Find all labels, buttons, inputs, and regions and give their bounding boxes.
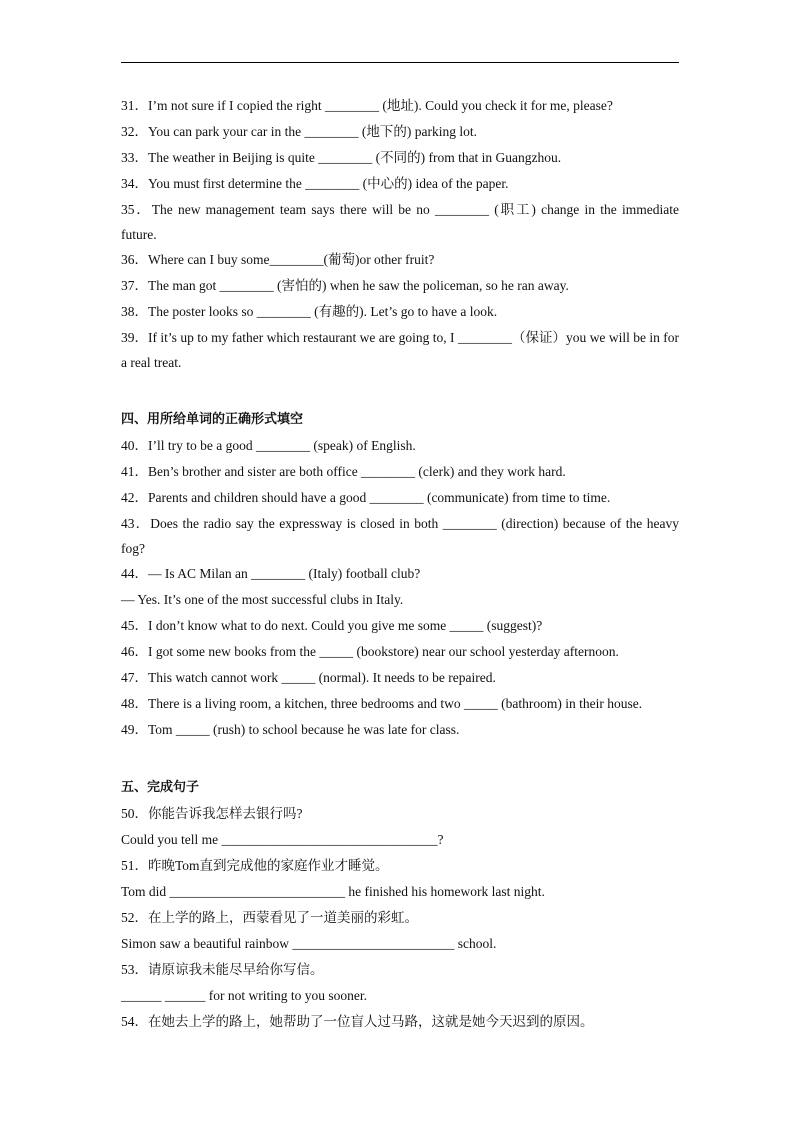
question-46: 46．I got some new books from the _____ (bookstore) near our school yesterday afternoon.	[121, 644, 619, 659]
question-37: 37．The man got ________ (害怕的) when he saw the policeman, so he ran away.	[121, 278, 569, 293]
question-43: 43．Does the radio say the expressway is closed in both ________ (direction) because of the heavy fog?	[121, 516, 679, 556]
question-36: 36．Where can I buy some________(葡萄)or other fruit?	[121, 252, 435, 267]
question-44: 44．— Is AC Milan an ________ (Italy) football club?	[121, 566, 421, 581]
question-51-prompt: 51．昨晚Tom直到完成他的家庭作业才睡觉。	[121, 858, 389, 873]
question-31: 31．I’m not sure if I copied the right ________ (地址). Could you check it for me, please?	[121, 98, 613, 113]
question-51-sentence: Tom did __________________________ he finished his homework last night.	[121, 884, 545, 899]
question-44-answer-line: — Yes. It’s one of the most successful clubs in Italy.	[121, 592, 404, 607]
question-47: 47．This watch cannot work _____ (normal). It needs to be repaired.	[121, 670, 496, 685]
top-rule	[121, 62, 679, 63]
question-53-prompt: 53．请原谅我未能尽早给你写信。	[121, 962, 324, 977]
question-40: 40．I’ll try to be a good ________ (speak) of English.	[121, 438, 416, 453]
question-39: 39．If it’s up to my father which restaurant we are going to, I ________（保证）you we will be in for a real treat.	[121, 330, 679, 370]
section-5-heading: 五、完成句子	[121, 780, 200, 795]
section-4-heading: 四、用所给单词的正确形式填空	[121, 412, 304, 427]
question-32: 32．You can park your car in the ________ (地下的) parking lot.	[121, 124, 477, 139]
question-38: 38．The poster looks so ________ (有趣的). Let’s go to have a look.	[121, 304, 498, 319]
question-45: 45．I don’t know what to do next. Could you give me some _____ (suggest)?	[121, 618, 543, 633]
question-53-sentence: ______ ______ for not writing to you sooner.	[121, 988, 367, 1003]
question-50-sentence: Could you tell me ________________________________?	[121, 832, 444, 847]
question-48: 48．There is a living room, a kitchen, three bedrooms and two _____ (bathroom) in their house.	[121, 696, 643, 711]
question-34: 34．You must first determine the ________ (中心的) idea of the paper.	[121, 176, 509, 191]
question-35: 35．The new management team says there will be no ________ (职工) change in the immediate future.	[121, 202, 679, 242]
question-49: 49．Tom _____ (rush) to school because he was late for class.	[121, 722, 460, 737]
question-52-prompt: 52．在上学的路上，西蒙看见了一道美丽的彩虹。	[121, 910, 418, 925]
question-52-sentence: Simon saw a beautiful rainbow ________________________ school.	[121, 936, 497, 951]
question-42: 42．Parents and children should have a good ________ (communicate) from time to time.	[121, 490, 611, 505]
question-41: 41．Ben’s brother and sister are both office ________ (clerk) and they work hard.	[121, 464, 566, 479]
worksheet-page	[121, 93, 679, 1035]
question-33: 33．The weather in Beijing is quite ________ (不同的) from that in Guangzhou.	[121, 150, 562, 165]
question-50-prompt: 50．你能告诉我怎样去银行吗?	[121, 806, 303, 821]
question-54-prompt: 54．在她去上学的路上，她帮助了一位盲人过马路，这就是她今天迟到的原因。	[121, 1014, 594, 1029]
